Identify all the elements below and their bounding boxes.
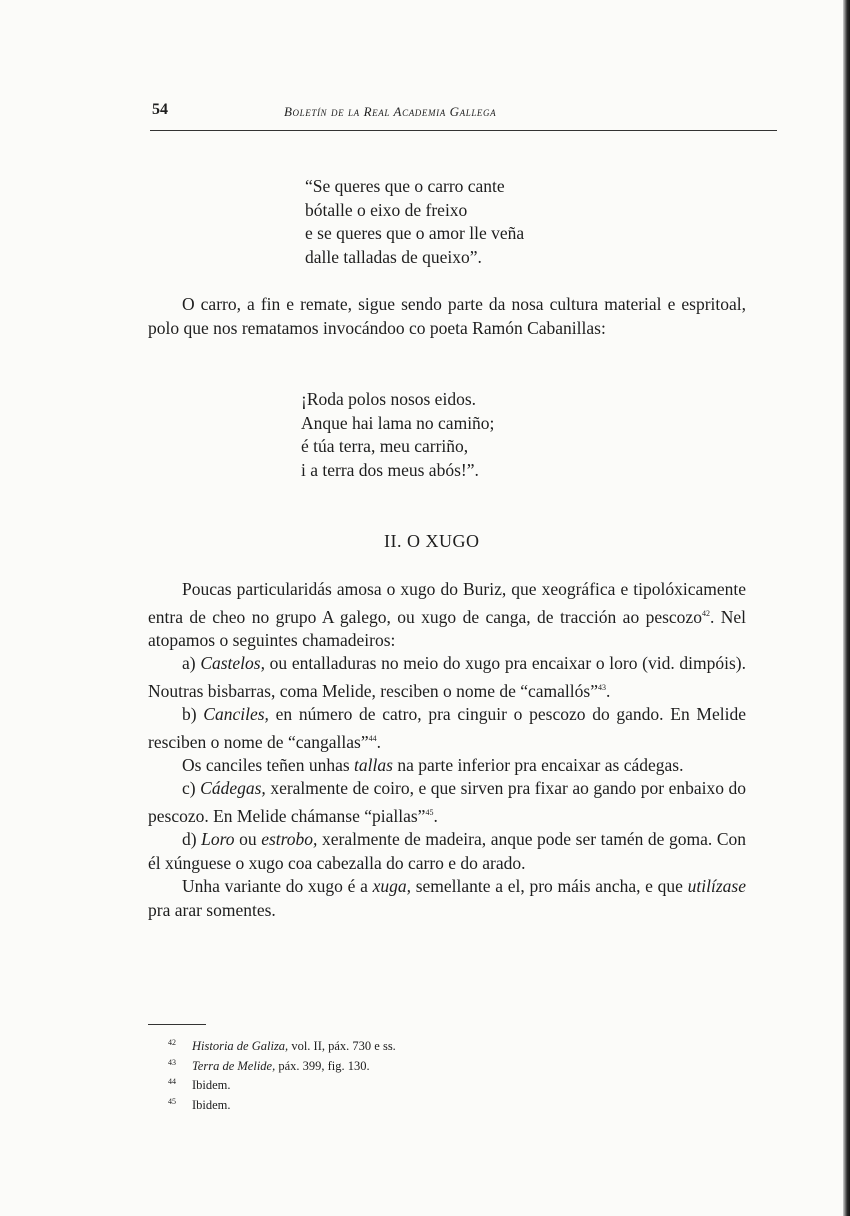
- verse-line: “Se queres que o carro cante: [305, 176, 505, 196]
- term-canciles: Canciles,: [203, 704, 269, 725]
- term-tallas: tallas: [354, 754, 393, 775]
- verse-block-2: [301, 388, 494, 482]
- term-utilizase: utilízase: [687, 876, 746, 897]
- scan-edge: [843, 0, 850, 1216]
- term-xuga: xuga,: [372, 876, 411, 897]
- item-c: c) Cádegas, xeralmente de coiro, e que sirven pra fixar ao gando por enbaixo do pescozo. En Melide chámanse “piallas”$^{45}$.: [148, 778, 747, 826]
- footnote-43: $^{43}$ Terra de Melide, páx. 399, fig. 130.: [168, 1057, 370, 1073]
- verse-line: dalle talladas de queixo”.: [305, 246, 482, 267]
- paragraph-xugo: Poucas particularidás amosa o xugo do Buriz, que xeográfica e tipolóxicamente entra de cheo no grupo A galego, ou xugo de canga, de tracción ao pescozo$^{42}$. Nel atopamos o seguintes chamadeiros:: [148, 579, 746, 650]
- footnote-42: $^{42}$ Historia de Galiza, vol. II, páx. 730 e ss.: [168, 1038, 396, 1054]
- verse-line: Anque hai lama no camiño;: [301, 412, 495, 433]
- main-text: [148, 578, 746, 922]
- item-b-note: Os canciles teñen unhas tallas na parte inferior pra encaixar as cádegas.: [182, 754, 684, 775]
- term-cadegas: Cádegas,: [200, 778, 266, 799]
- page-number: 54: [152, 101, 168, 118]
- footnote-ref-43: 43: [597, 682, 606, 692]
- verse-line: ¡Roda polos nosos eidos.: [301, 389, 476, 409]
- item-a: a) Castelos, ou entalladuras no meio do xugo pra encaixar o loro (vid. dimpóis). Noutras bisbarras, coma Melide, resciben o nome de “camallós”$^{43}$.: [148, 653, 747, 701]
- term-castelos: Castelos,: [200, 653, 265, 674]
- footnotes: [168, 1035, 396, 1114]
- verse-line: e se queres que o amor lle veña: [305, 223, 525, 243]
- footnote-44: $^{44}$ Ibidem.: [168, 1077, 231, 1093]
- running-title: Boletín de la Real Academia Gallega: [284, 104, 497, 119]
- section-heading: II. O XUGO: [384, 531, 480, 551]
- paragraph-xuga: Unha variante do xugo é a xuga, semellante a el, pro máis ancha, e que utilízase pra arar somentes.: [148, 876, 746, 920]
- verse-line: bótalle o eixo de freixo: [305, 199, 468, 220]
- footnote-ref-42: 42: [701, 608, 710, 618]
- term-estrobo: estrobo,: [261, 829, 318, 850]
- footnote-45: $^{45}$ Ibidem.: [168, 1096, 231, 1113]
- footnote-ref-45: 45: [425, 807, 434, 817]
- paragraph-text: O carro, a fin e remate, sigue sendo parte da nosa cultura material e espritoal, polo que nos rematamos invocándoo co poeta Ramón Cabanillas:: [148, 294, 746, 338]
- verse-line: é túa terra, meu carriño,: [301, 436, 469, 456]
- item-d: d) Loro ou estrobo, xeralmente de madeira, anque pode ser tamén de goma. Con él xúnguese o xugo coa cabezalla do carro e do arado.: [148, 829, 747, 873]
- paragraph-carro: [148, 293, 746, 340]
- footnote-rule: [148, 1024, 206, 1025]
- verse-line: i a terra dos meus abós!”.: [301, 459, 479, 480]
- term-loro: Loro: [201, 829, 235, 850]
- verse-block-1: [305, 175, 524, 269]
- header-rule: [150, 130, 777, 131]
- item-b: b) Canciles, en número de catro, pra cinguir o pescozo do gando. En Melide resciben o nome de “cangallas”$^{44}$.: [148, 704, 746, 752]
- footnote-ref-44: 44: [368, 733, 377, 743]
